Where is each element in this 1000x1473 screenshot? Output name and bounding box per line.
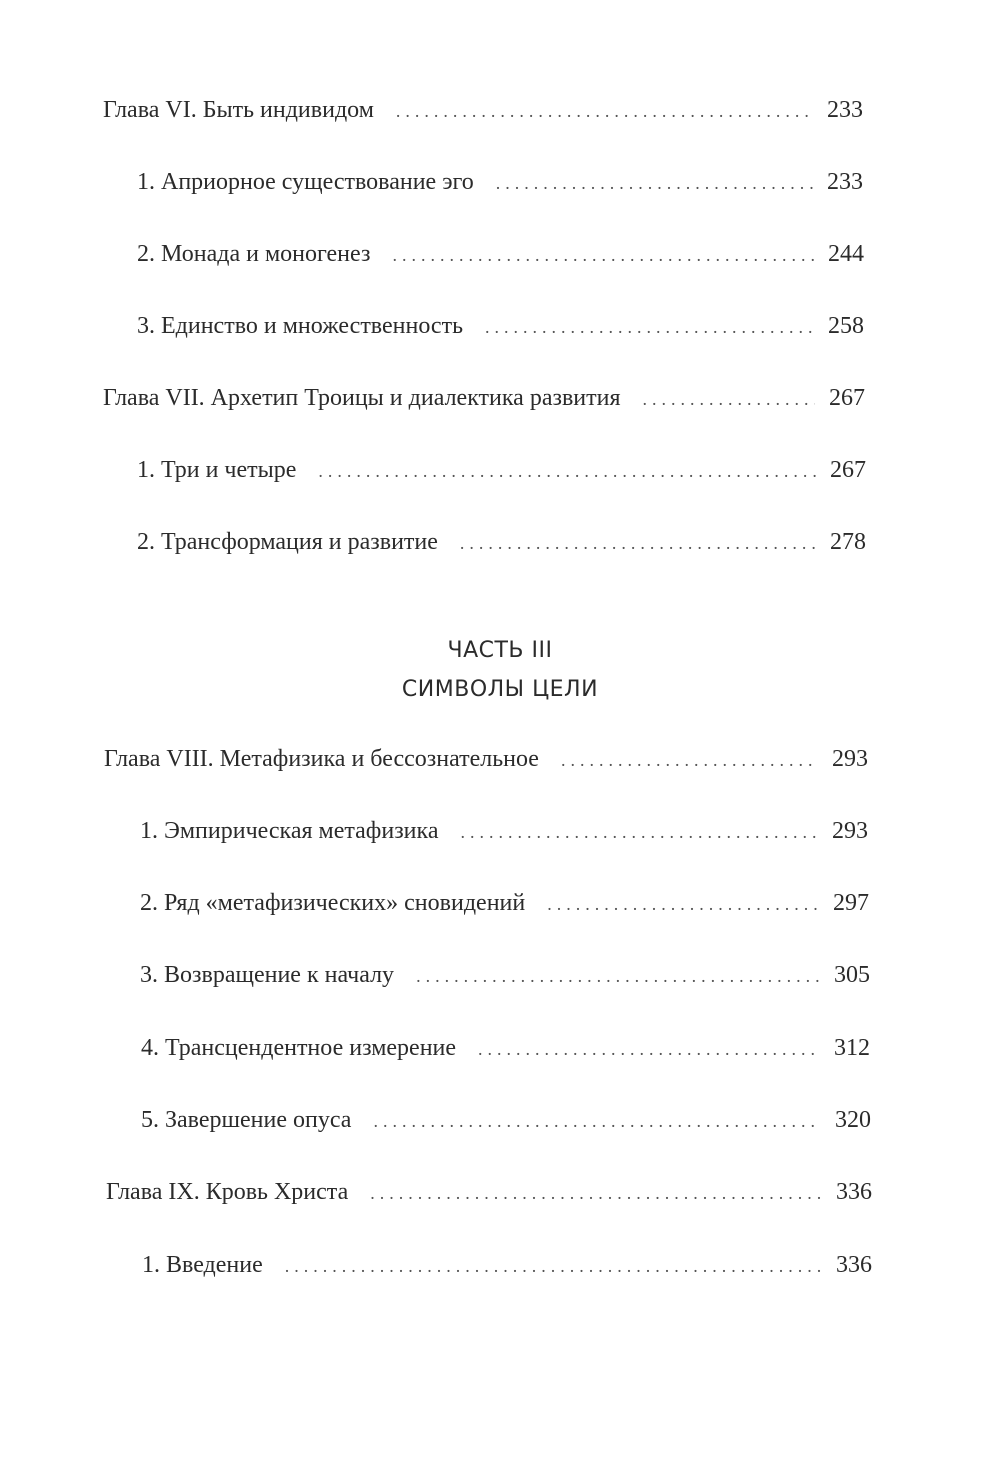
toc-chapter-9 bbox=[106, 1177, 872, 1208]
dot-leader bbox=[485, 312, 814, 342]
toc-entry-page: 267 bbox=[830, 457, 866, 483]
dot-leader bbox=[416, 961, 820, 991]
toc-chapter-7 bbox=[103, 383, 865, 414]
toc-chapter-6 bbox=[103, 95, 863, 126]
toc-entry-label: 5. Завершение опуса bbox=[141, 1107, 352, 1133]
toc-entry-label: 3. Единство и множественность bbox=[137, 313, 464, 339]
dot-leader bbox=[460, 817, 818, 847]
toc-entry-label: 4. Трансцендентное измерение bbox=[141, 1035, 457, 1061]
dot-leader bbox=[561, 745, 818, 775]
toc-entry-page: 267 bbox=[829, 385, 865, 411]
toc-entry-page: 293 bbox=[832, 818, 868, 844]
toc-section-8-2 bbox=[140, 888, 869, 919]
toc-section-6-1 bbox=[137, 167, 863, 198]
toc-entry-page: 278 bbox=[830, 529, 866, 555]
toc-entry-page: 336 bbox=[836, 1252, 872, 1278]
dot-leader bbox=[460, 528, 816, 558]
part-title: СИМВОЛЫ ЦЕЛИ bbox=[401, 677, 599, 702]
dot-leader bbox=[370, 1178, 822, 1208]
dot-leader bbox=[496, 168, 813, 198]
toc-entry-label: Глава VII. Архетип Троицы и диалектика развития bbox=[103, 385, 621, 411]
toc-entry-label: 1. Три и четыре bbox=[137, 457, 297, 483]
toc-entry-label: Глава VIII. Метафизика и бессознательное bbox=[104, 746, 539, 772]
toc-entry-label: 2. Ряд «метафизических» сновидений bbox=[140, 890, 526, 916]
toc-entry-label: Глава VI. Быть индивидом bbox=[103, 97, 374, 123]
dot-leader bbox=[392, 240, 814, 270]
toc-section-8-4 bbox=[141, 1033, 870, 1064]
toc-section-8-3 bbox=[140, 960, 870, 991]
dot-leader bbox=[285, 1251, 822, 1281]
dot-leader bbox=[318, 456, 816, 486]
dot-leader bbox=[373, 1106, 821, 1136]
toc-section-7-2 bbox=[137, 527, 866, 558]
toc-entry-page: 258 bbox=[828, 313, 864, 339]
part-number: ЧАСТЬ III bbox=[447, 638, 553, 663]
toc-entry-label: 1. Введение bbox=[142, 1252, 263, 1278]
toc-entry-page: 233 bbox=[827, 97, 863, 123]
toc-entry-page: 320 bbox=[835, 1107, 871, 1133]
dot-leader bbox=[643, 384, 816, 414]
toc-entry-label: 1. Априорное существование эго bbox=[137, 169, 474, 195]
toc-section-7-1 bbox=[137, 455, 866, 486]
toc-entry-label: 2. Монада и моногенез bbox=[137, 241, 371, 267]
toc-entry-page: 336 bbox=[836, 1179, 872, 1205]
toc-entry-label: 2. Трансформация и развитие bbox=[137, 529, 438, 555]
toc-section-8-5 bbox=[141, 1105, 871, 1136]
dot-leader bbox=[396, 96, 813, 126]
toc-section-6-3 bbox=[137, 311, 864, 342]
toc-entry-label: 1. Эмпирическая метафизика bbox=[140, 818, 439, 844]
dot-leader bbox=[547, 889, 819, 919]
toc-entry-page: 312 bbox=[834, 1035, 870, 1061]
toc-section-8-1 bbox=[140, 816, 868, 847]
toc-entry-page: 293 bbox=[832, 746, 868, 772]
toc-entry-page: 297 bbox=[833, 890, 869, 916]
toc-section-6-2 bbox=[137, 239, 864, 270]
toc-entry-page: 305 bbox=[834, 962, 870, 988]
toc-section-9-1 bbox=[142, 1250, 872, 1281]
toc-entry-page: 244 bbox=[828, 241, 864, 267]
toc-entry-label: 3. Возвращение к началу bbox=[140, 962, 395, 988]
dot-leader bbox=[478, 1034, 820, 1064]
toc-entry-label: Глава IX. Кровь Христа bbox=[106, 1179, 349, 1205]
toc-chapter-8 bbox=[104, 744, 868, 775]
toc-entry-page: 233 bbox=[827, 169, 863, 195]
